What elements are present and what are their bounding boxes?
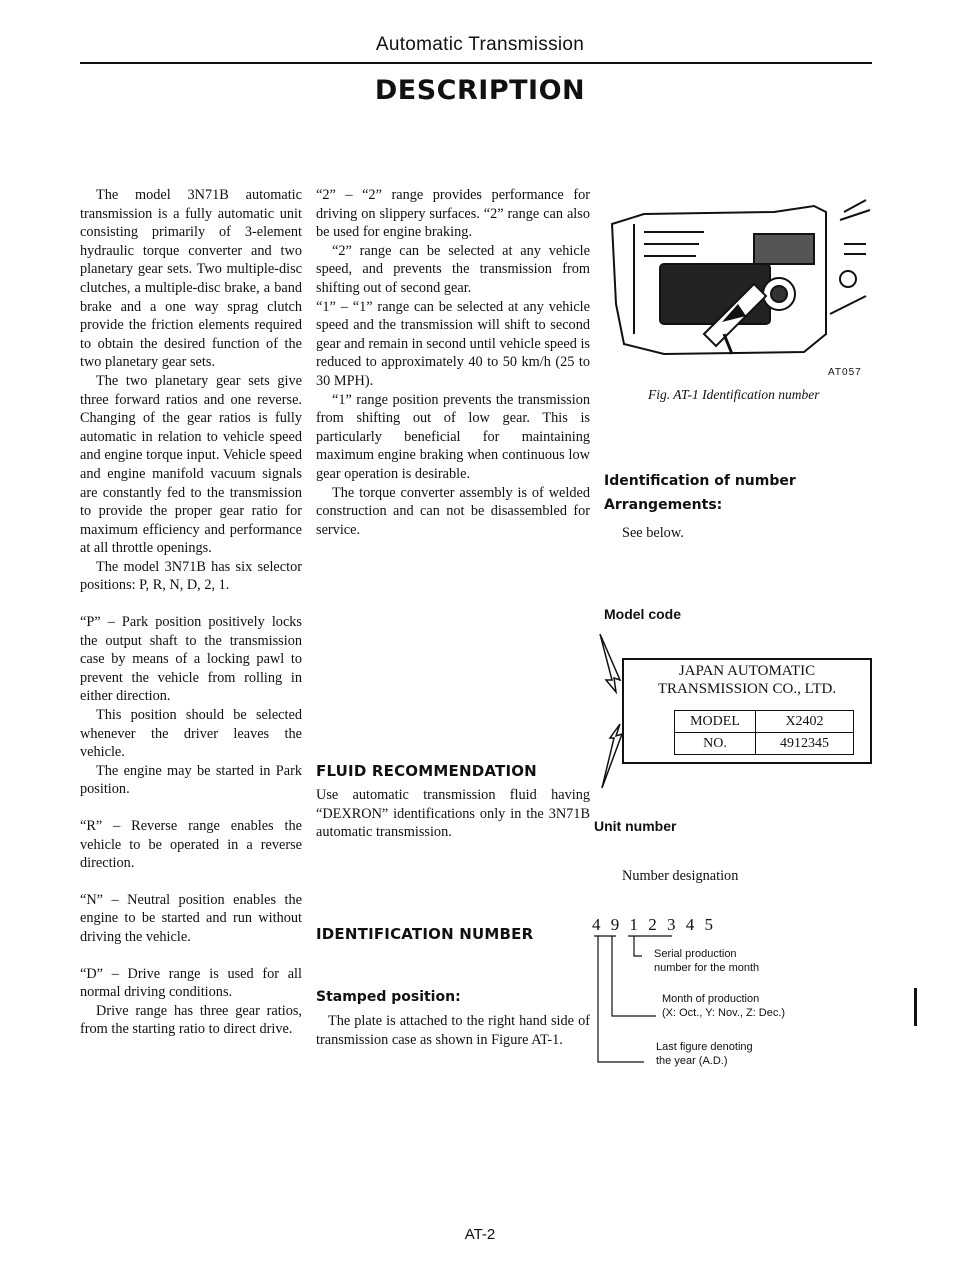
page-title: DESCRIPTION <box>374 75 586 106</box>
plate-table <box>674 710 854 755</box>
page-number: AT-2 <box>464 1226 496 1243</box>
section-header: Automatic Transmission <box>375 34 585 55</box>
serial-line-1: Serial production <box>654 948 737 960</box>
column-1 <box>80 186 302 1039</box>
paragraph: “1” – “1” range can be selected at any vehicle speed and the transmission will shift to second gear and remain in second until vehicle speed is reduced to approximately 40 to 50 km/h (25 to 30 MPH). <box>316 298 590 389</box>
number-designation-label: Number designation <box>622 868 739 884</box>
identification-plate <box>622 658 872 764</box>
identification-of-number-heading: Identification of number <box>604 473 796 489</box>
fluid-text: Use automatic transmission fluid having “DEXRON” identifications only in the 3N71B automatic transmission. <box>316 787 590 841</box>
margin-mark <box>914 988 917 1026</box>
year-line-1: Last figure denoting <box>656 1041 753 1053</box>
see-below-text: See below. <box>622 525 684 541</box>
arrangements-heading: Arrangements: <box>604 497 723 513</box>
figure-code: AT057 <box>828 367 862 378</box>
fluid-heading: FLUID RECOMMENDATION <box>316 762 537 780</box>
plate-no-value: 4912345 <box>756 733 854 755</box>
plate-no-label: NO. <box>675 733 756 755</box>
paragraph: “2” range can be selected at any vehicle speed, and prevents the transmission from shifting out of second gear. <box>316 242 590 296</box>
plate-line-1: JAPAN AUTOMATIC <box>678 663 816 679</box>
figure-caption: Fig. AT-1 Identification number <box>648 387 820 402</box>
paragraph: The two planetary gear sets give three forward ratios and one reverse. Changing of the gear ratios is fully automatic in relation to vehicle speed and engine torque input. Vehicle speed and engine manifold vacuum signals are constantly fed to the transmission to provide the proper gear ratio for maximum efficiency and performance at all throttle openings. <box>80 372 302 557</box>
serial-production-note <box>654 947 759 975</box>
identification-heading: IDENTIFICATION NUMBER <box>316 925 534 943</box>
stamped-text: The plate is attached to the right hand side of transmission case as shown in Figure AT-1. <box>316 1013 590 1048</box>
paragraph: The model 3N71B has six selector positions: P, R, N, D, 2, 1. <box>80 558 302 594</box>
paragraph: “D” – Drive range is used for all normal driving conditions. <box>80 965 302 1001</box>
paragraph: The model 3N71B automatic transmission is a fully automatic unit consisting primarily of 3-element hydraulic torque converter and two planetary gear sets. Two multiple-disc clutches, a multiple-disc brake, a band brake and a one way sprag clutch provide the friction elements required to obtain the desired function of the two planetary gear sets. <box>80 187 302 371</box>
unit-number-digits: 4 9 1 2 3 4 5 <box>592 915 716 934</box>
unit-number-label: Unit number <box>594 818 677 834</box>
column-2 <box>316 186 590 539</box>
paragraph: The torque converter assembly is of welded construction and can not be disassembled for service. <box>316 484 590 538</box>
plate-header <box>624 662 870 698</box>
stamped-heading: Stamped position: <box>316 989 461 1005</box>
header-rule <box>80 62 872 64</box>
year-line-2: the year (A.D.) <box>656 1055 728 1067</box>
paragraph: “R” – Reverse range enables the vehicle to be operated in a reverse direction. <box>80 818 302 872</box>
paragraph: “N” – Neutral position enables the engine to be started and run without driving the vehicle. <box>80 891 302 945</box>
month-line-2: (X: Oct., Y: Nov., Z: Dec.) <box>662 1007 786 1019</box>
paragraph: The engine may be started in Park position. <box>80 762 302 798</box>
paragraph: “2” – “2” range provides performance for driving on slippery surfaces. “2” range can also be used for engine braking. <box>316 187 590 241</box>
paragraph: This position should be selected whenever the driver leaves the vehicle. <box>80 707 302 761</box>
plate-model-label: MODEL <box>675 711 756 733</box>
paragraph: Drive range has three gear ratios, from the starting ratio to direct drive. <box>80 1002 302 1038</box>
paragraph: “P” – Park position positively locks the output shaft to the transmission case by means of a locking pawl to prevent the vehicle from rolling in either direction. <box>80 614 302 705</box>
plate-model-value: X2402 <box>756 711 854 733</box>
month-production-note <box>662 992 785 1020</box>
transmission-figure-icon <box>604 184 874 374</box>
model-code-label: Model code <box>604 606 682 622</box>
plate-line-2: TRANSMISSION CO., LTD. <box>657 681 837 697</box>
serial-line-2: number for the month <box>654 962 760 974</box>
year-note <box>656 1040 753 1068</box>
paragraph: “1” range position prevents the transmission from shifting out of low gear. This is particularly beneficial for maintaining maximum engine braking when continuous low gear operation is desirable. <box>316 391 590 482</box>
month-line-1: Month of production <box>662 993 760 1005</box>
